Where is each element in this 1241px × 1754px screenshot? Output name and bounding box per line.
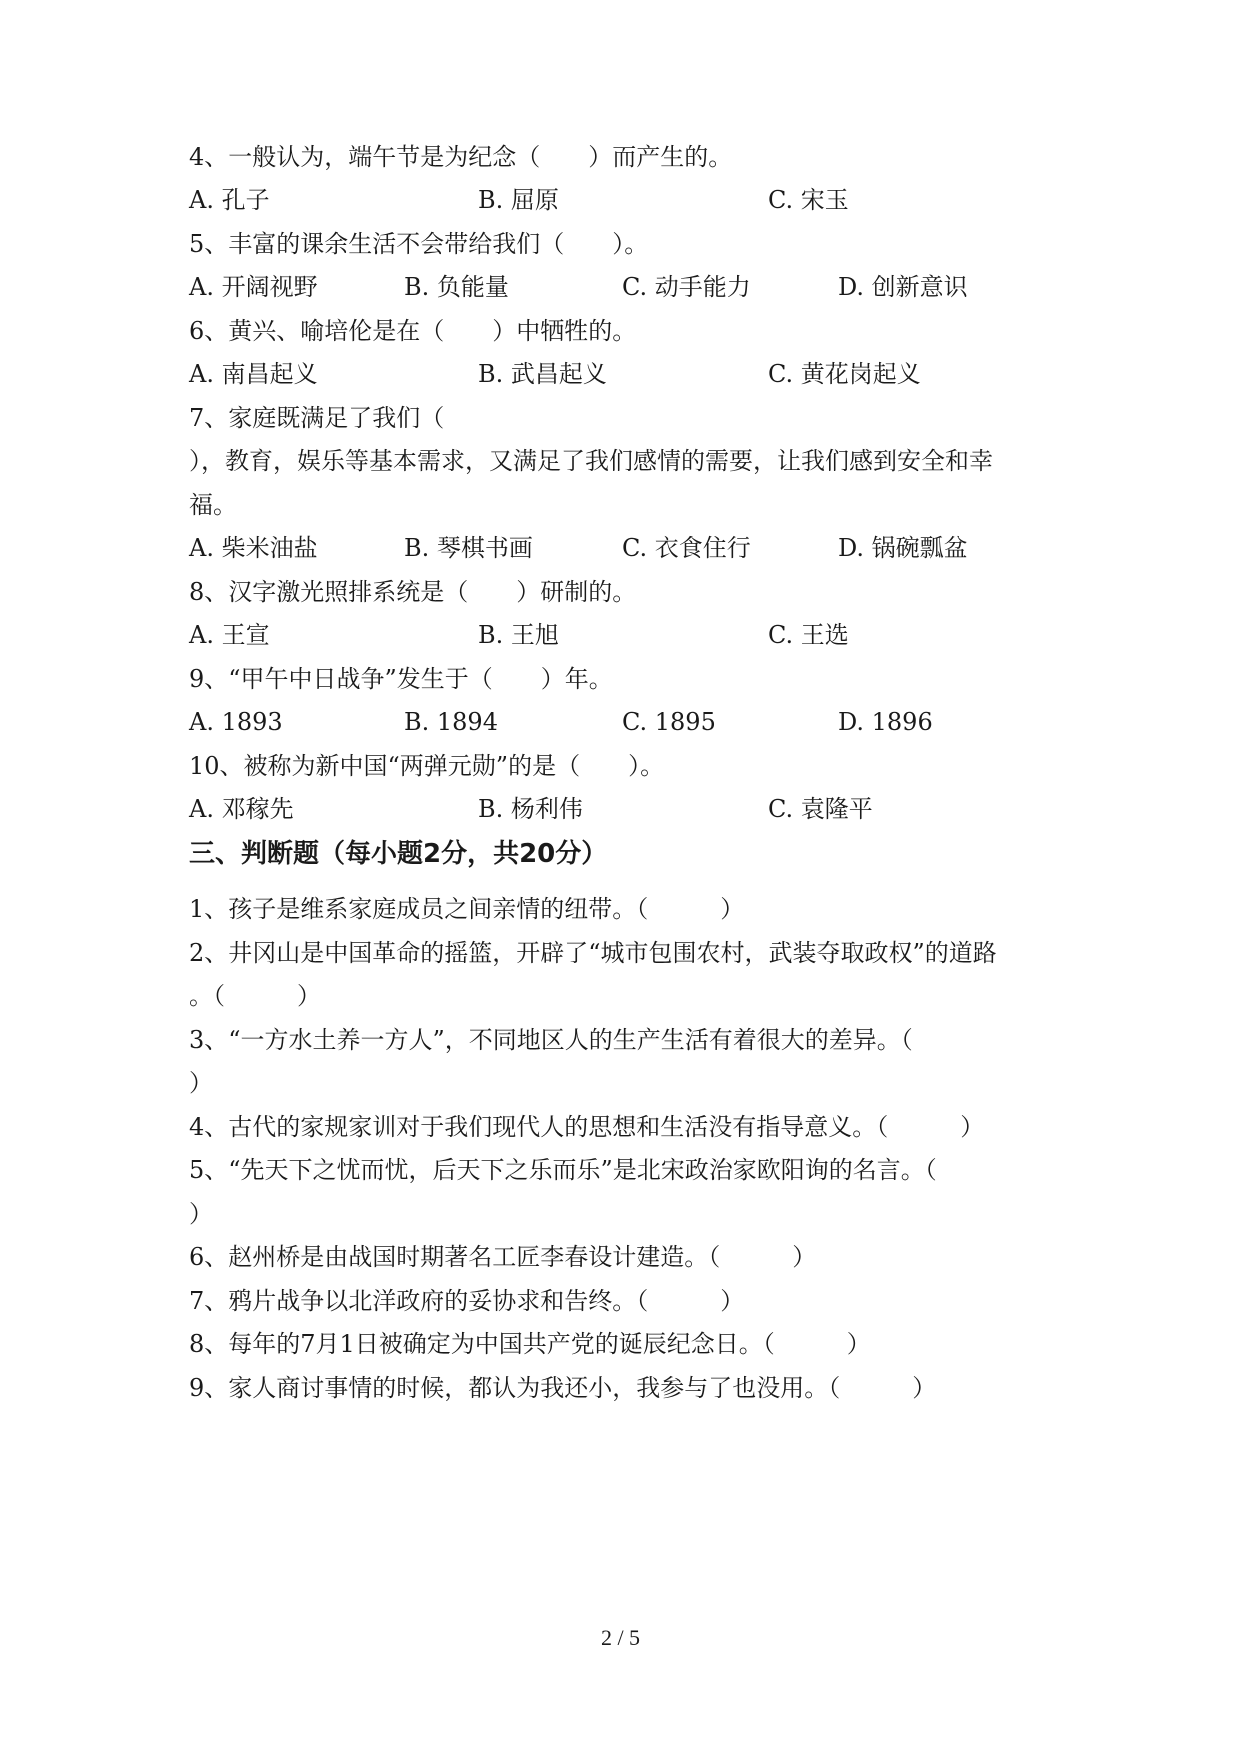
judge-line-4: 3、“一方水土养一方人”，不同地区人的生产生活有着很大的差异。（ [189,1026,913,1054]
judge-line-2: 2、井冈山是中国革命的摇篮，开辟了“城市包围农村，武装夺取政权”的道路 [189,939,997,967]
question-6-option-a: A. 南昌起义 [189,360,318,388]
question-7-option-b: B. 琴棋书画 [404,534,533,562]
question-10-stem: 10、被称为新中国“两弹元勋”的是（ ）。 [189,752,665,780]
question-8-option-a: A. 王宣 [189,621,270,649]
question-9-option-d: D. 1896 [838,708,933,736]
question-9-option-a: A. 1893 [189,708,283,736]
question-7-stem-line-1: 7、家庭既满足了我们（ [189,404,445,432]
question-10-option-b: B. 杨利伟 [478,795,583,823]
question-5-option-c: C. 动手能力 [622,273,751,301]
judge-line-7: 5、“先天下之忧而忧，后天下之乐而乐”是北宋政治家欧阳询的名言。（ [189,1156,937,1184]
question-9-option-b: B. 1894 [404,708,498,736]
judge-line-12: 9、家人商讨事情的时候，都认为我还小，我参与了也没用。（ ） [189,1374,937,1402]
question-6-stem: 6、黄兴、喻培伦是在（ ）中牺牲的。 [189,317,637,345]
question-6-option-b: B. 武昌起义 [478,360,607,388]
judge-line-6: 4、古代的家规家训对于我们现代人的思想和生活没有指导意义。（ ） [189,1113,985,1141]
question-5-option-a: A. 开阔视野 [189,273,318,301]
question-6-option-c: C. 黄花岗起义 [768,360,921,388]
question-4-option-a: A. 孔子 [189,186,270,214]
question-9-stem: 9、“甲午中日战争”发生于（ ）年。 [189,665,613,693]
question-7-option-d: D. 锅碗瓢盆 [838,534,968,562]
question-5-option-b: B. 负能量 [404,273,509,301]
question-4-option-b: B. 屈原 [478,186,559,214]
judge-line-10: 7、鸦片战争以北洋政府的妥协求和告终。（ ） [189,1287,745,1315]
page-number: 2 / 5 [600,1625,641,1650]
question-4-stem: 4、一般认为，端午节是为纪念（ ）而产生的。 [189,143,733,171]
question-9-option-c: C. 1895 [622,708,716,736]
question-5-stem: 5、丰富的课余生活不会带给我们（ ）。 [189,230,649,258]
question-10-option-c: C. 袁隆平 [768,795,873,823]
judge-line-11: 8、每年的7月1日被确定为中国共产党的诞辰纪念日。（ ） [189,1330,871,1358]
judge-line-1: 1、孩子是维系家庭成员之间亲情的纽带。（ ） [189,895,745,923]
judge-line-3: 。（ ） [189,982,321,1010]
question-7-option-a: A. 柴米油盐 [189,534,318,562]
judge-line-5: ） [189,1069,213,1097]
judge-line-8: ） [189,1200,213,1228]
question-8-option-b: B. 王旭 [478,621,559,649]
question-7-stem-line-2: ），教育，娱乐等基本需求，又满足了我们感情的需要，让我们感到安全和幸 [189,447,993,475]
question-4-option-c: C. 宋玉 [768,186,849,214]
question-8-stem: 8、汉字激光照排系统是（ ）研制的。 [189,578,637,606]
question-8-option-c: C. 王选 [768,621,849,649]
question-5-option-d: D. 创新意识 [838,273,968,301]
judge-line-9: 6、赵州桥是由战国时期著名工匠李春设计建造。（ ） [189,1243,817,1271]
question-7-stem-line-3: 福。 [189,491,237,519]
question-7-option-c: C. 衣食住行 [622,534,751,562]
section-title: 三、判断题（每小题2分，共20分） [189,839,608,869]
question-10-option-a: A. 邓稼先 [189,795,294,823]
